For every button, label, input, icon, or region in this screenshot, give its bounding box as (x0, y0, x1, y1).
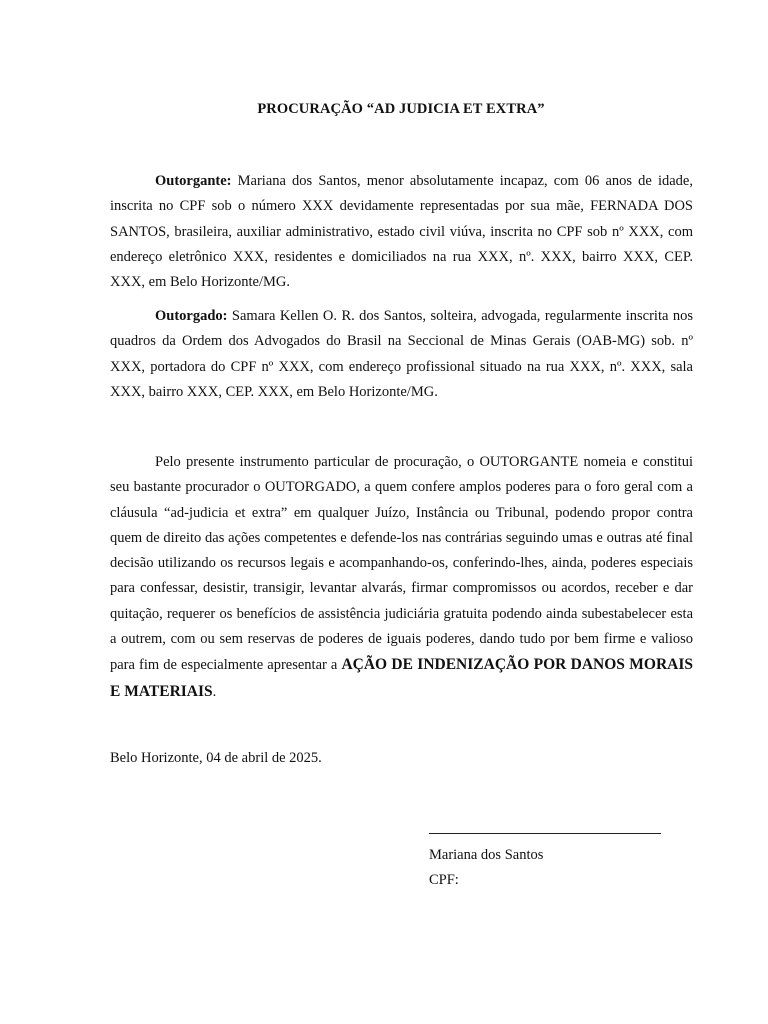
outorgado-text: Samara Kellen O. R. dos Santos, solteira, advogada, regularmente inscrita nos quadros da Ordem dos Advogados do Brasil na Seccional de Minas Gerais (OAB-MG) sob. nº XXX, portadora do CPF nº XXX, com endereço profissional situado na rua XXX, nº. XXX, sala XXX, bairro XXX, CEP. XXX, em Belo Horizonte/MG. (110, 308, 693, 400)
outorgante-paragraph (110, 169, 693, 295)
action-title: AÇÃO DE INDENIZAÇÃO POR DANOS MORAIS E MATERIAIS (110, 656, 693, 700)
place-date: Belo Horizonte, 04 de abril de 2025. (110, 750, 322, 766)
outorgante-text: Mariana dos Santos, menor absolutamente incapaz, com 06 anos de idade, inscrita no CPF sob o número XXX devidamente representadas por sua mãe, FERNADA DOS SANTOS, brasileira, auxiliar administrativo, estado civil viúva, inscrita no CPF sob nº XXX, com endereço eletrônico XXX, residentes e domiciliados na rua XXX, nº. XXX, bairro XXX, CEP. XXX, em Belo Horizonte/MG. (110, 173, 693, 291)
outorgado-paragraph (110, 304, 693, 405)
powers-paragraph (110, 450, 693, 705)
outorgante-label: Outorgante: (155, 173, 232, 189)
powers-text: Pelo presente instrumento particular de procuração, o OUTORGANTE nomeia e constitui seu bastante procurador o OUTORGADO, a quem confere amplos poderes para o foro geral com a cláusula “ad-judicia et extra” em qualquer Juízo, Instância ou Tribunal, podendo propor contra quem de direito das ações competentes e defende-los nas contrárias seguindo umas e outras até final decisão utilizando os recursos legais e acompanhando-os, conferindo-lhes, ainda, poderes especiais para confessar, desistir, transigir, levantar alvarás, firmar compromissos ou acordos, receber e dar quitação, requerer os benefícios de assistência judiciária gratuita podendo ainda subestabelecer esta a outrem, com ou sem reservas de poderes de iguais poderes, dando tudo por bem firme e valioso para fim de especialmente apresentar a (110, 454, 693, 674)
outorgado-label: Outorgado: (155, 308, 228, 324)
powers-end: . (212, 683, 217, 700)
signatory-name: Mariana dos Santos (429, 847, 544, 863)
signature-line (429, 833, 661, 834)
document-title: PROCURAÇÃO “AD JUDICIA ET EXTRA” (257, 101, 545, 117)
signatory-cpf: CPF: (429, 872, 459, 888)
